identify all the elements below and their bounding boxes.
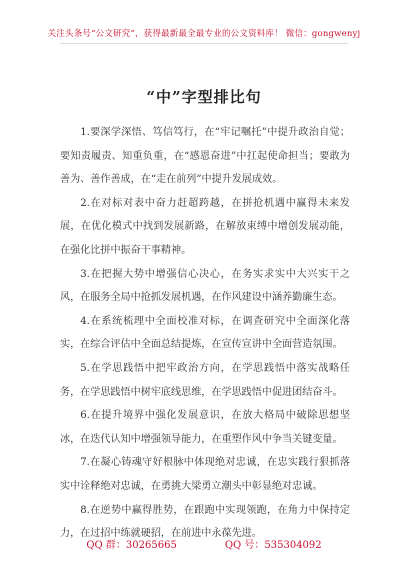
paragraph-5: 5.在学思践悟中把牢政治方向，在学思践悟中落实战略任务，在学思践悟中树牢底线思维，在学思践悟中促进团结奋斗。 <box>60 362 350 398</box>
paragraph-7: 7.在凝心铸魂守好根脉中体现绝对忠诚，在忠实践行狠抓落实中诠释绝对忠诚，在勇挑大梁勇立潮头中彰显绝对忠诚。 <box>60 457 350 492</box>
footer-qq-group: QQ 群：30265665 <box>86 540 177 551</box>
paragraph-1: 1.要深学深悟、笃信笃行，在“牢记嘱托”中提升政治自觉；要知责履责、知重负重，在“感恩奋进”中扛起使命担当；要敢为善为、善作善成，在“走在前列”中提升发展成效。 <box>60 127 350 186</box>
document-body <box>60 121 350 546</box>
header-banner: 关注头条号“公文研究”，获得最新最全最专业的公文资料库！ 微信：gongwenyj <box>47 29 361 39</box>
paragraph-6: 6.在提升境界中强化发展意识，在放大格局中破除思想坚冰，在迭代认知中增强领导能力，在重塑作风中争当关键变量。 <box>60 410 350 445</box>
header-divider <box>60 43 348 44</box>
footer-contacts <box>0 536 408 551</box>
paragraph-3: 3.在把握大势中增强信心决心，在务实求实中大兴实干之风，在服务全局中抢抓发展机遇，在作风建设中涵养勤廉生态。 <box>60 268 350 304</box>
footer-qq-number: QQ 号：535304092 <box>224 540 322 551</box>
paragraph-8: 8.在逆势中赢得胜势，在跟跑中实现领跑，在角力中保持定力，在过招中练就硬招，在前进中永葆先进。 <box>60 504 350 540</box>
paragraph-4: 4.在系统梳理中全面校准对标，在调查研究中全面深化落实，在综合评估中全面总结提炼，在宣传宣讲中全面营造氛围。 <box>60 315 350 351</box>
document-title: “中”字型排比句 <box>146 88 262 106</box>
paragraph-2: 2.在对标对表中奋力赶超跨越，在拼抢机遇中赢得未来发展，在优化模式中找到发展新路，在解放束缚中增创发展动能，在强化比拼中振奋干事精神。 <box>60 197 350 256</box>
